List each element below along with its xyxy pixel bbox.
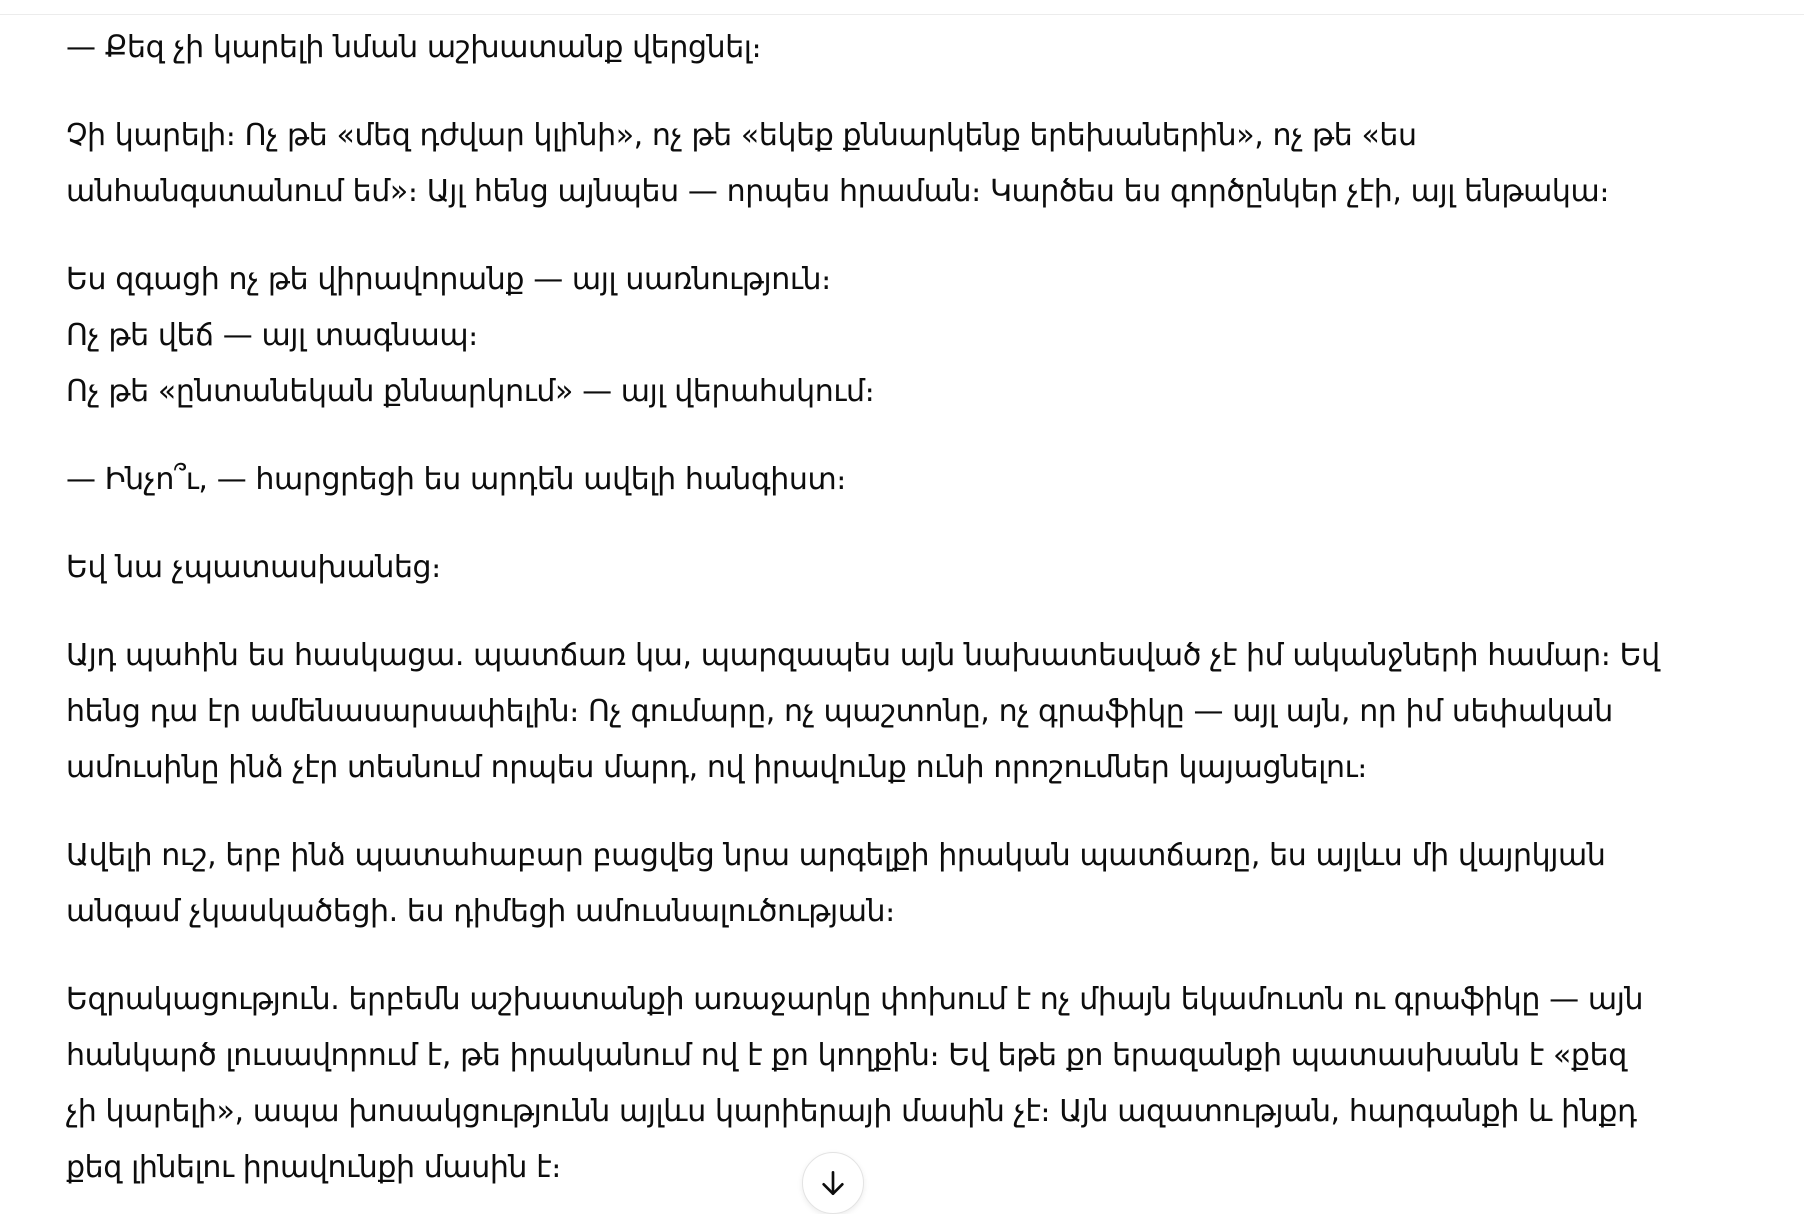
text-line: չի կարելի», ապա խոսակցությունն այլևս կարիերայի մասին չէ։ Այն ազատության, հարգանքի և ինքդ	[66, 1094, 1637, 1129]
text-line: քեզ լինելու իրավունքի մասին է։	[66, 1150, 561, 1185]
text-line: հանկարծ լուսավորում է, թե իրականում ով է քո կողքին։ Եվ եթե քո երազանքի պատասխանն է «քեզ	[66, 1038, 1627, 1073]
text-line: Եզրակացություն. երբեմն աշխատանքի առաջարկը փոխում է ոչ միայն եկամուտն ու գրաֆիկը — այն	[66, 982, 1644, 1017]
message-paragraph	[66, 20, 1626, 76]
scroll-to-bottom-button[interactable]	[802, 1152, 864, 1214]
arrow-down-icon	[817, 1167, 849, 1199]
text-line: Ես զգացի ոչ թե վիրավորանք — այլ սառնություն։	[66, 262, 831, 297]
text-line: Ոչ թե վեճ — այլ տագնապ։	[66, 318, 478, 353]
assistant-message	[66, 20, 1660, 1214]
text-line: ամուսինը ինձ չէր տեսնում որպես մարդ, ով իրավունք ունի որոշումներ կայացնելու։	[66, 750, 1367, 785]
message-paragraph	[66, 540, 1626, 596]
message-paragraph	[66, 452, 1626, 508]
text-line: Այդ պահին ես հասկացա. պատճառ կա, պարզապես այն նախատեսված չէ իմ ականջների համար։ Եվ	[66, 638, 1660, 673]
message-paragraph	[66, 252, 1626, 420]
text-line: Ոչ թե «ընտանեկան քննարկում» — այլ վերահսկում։	[66, 374, 875, 409]
text-line: Ավելի ուշ, երբ ինձ պատահաբար բացվեց նրա արգելքի իրական պատճառը, ես այլևս մի վայրկյան	[66, 838, 1606, 873]
message-paragraph	[66, 108, 1626, 220]
text-line: անհանգստանում եմ»։ Այլ հենց այնպես — որպես հրաման։ Կարծես ես գործընկեր չէի, այլ ենթակա։	[66, 174, 1610, 209]
text-line: — Ինչո՞ւ, — հարցրեցի ես արդեն ավելի հանգիստ։	[66, 462, 846, 497]
text-line: Եվ նա չպատասխանեց։	[66, 550, 441, 585]
message-paragraph	[66, 828, 1626, 940]
message-paragraph	[66, 628, 1660, 796]
text-line: անգամ չկասկածեցի. ես դիմեցի ամուսնալուծության։	[66, 894, 895, 929]
text-line: հենց դա էր ամենասարսափելին։ Ոչ գումարը, ոչ պաշտոնը, ոչ գրաֆիկը — այլ այն, որ իմ սեփական	[66, 694, 1613, 729]
text-line: Չի կարելի։ Ոչ թե «մեզ դժվար կլինի», ոչ թե «եկեք քննարկենք երեխաներին», ոչ թե «ես	[66, 118, 1417, 153]
text-line: — Քեզ չի կարելի նման աշխատանք վերցնել։	[66, 30, 762, 65]
header-divider	[0, 14, 1804, 15]
